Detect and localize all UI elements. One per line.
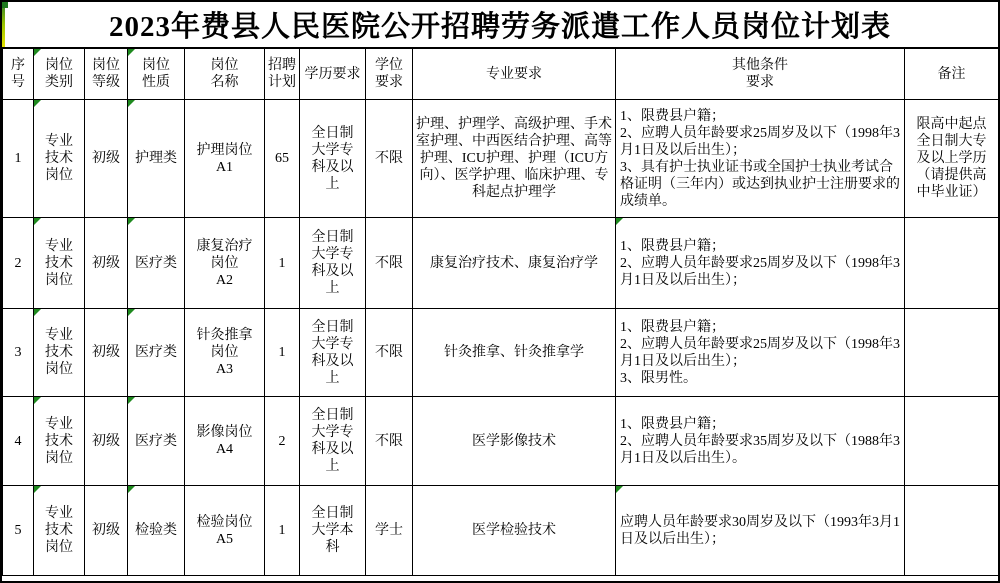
cell-count: 1 [265, 309, 300, 397]
column-header-other-requirements: 其他条件 要求 [616, 49, 905, 100]
cell-category-text: 专业 技术 岗位 [45, 134, 73, 183]
cell-type [128, 486, 185, 576]
page-title: 2023年费县人民医院公开招聘劳务派遣工作人员岗位计划表 [108, 11, 891, 43]
cell-other-requirements-text: 应聘人员年龄要求30周岁及以下（1993年3月1日及以后出生）； [620, 514, 900, 547]
cell-type [128, 218, 185, 309]
cell-other-requirements: 1、限费县户籍； 2、应聘人员年龄要求35周岁及以下（1988年3月1日及以后出生）。 [616, 397, 905, 486]
cell-count: 65 [265, 100, 300, 218]
cell-category-text: 专业 技术 岗位 [45, 416, 73, 466]
comment-indicator-icon [616, 218, 623, 225]
cell-name: 护理岗位 A1 [185, 100, 265, 218]
cell-name: 影像岗位 A4 [185, 397, 265, 486]
edge-artifact [2, 2, 5, 47]
cell-degree: 不限 [366, 309, 413, 397]
cell-type [128, 397, 185, 486]
column-header-level: 岗位 等级 [85, 49, 128, 100]
cell-level: 初级 [85, 486, 128, 576]
column-header-note: 备注 [905, 49, 999, 100]
column-header-serial: 序号 [3, 49, 34, 100]
cell-type-text: 医疗类 [135, 433, 177, 449]
comment-indicator-icon [34, 100, 41, 107]
cell-serial: 1 [3, 100, 34, 218]
cell-other-requirements: 1、限费县户籍； 2、应聘人员年龄要求25周岁及以下（1998年3月1日及以后出生）； 3、具有护士执业证书或全国护士执业考试合格证明（三年内）或达到执业护士注册要求的成绩单。 [616, 100, 905, 218]
job-positions-table [2, 48, 999, 576]
table-row [3, 486, 999, 576]
corner-artifact [2, 2, 8, 8]
cell-other-requirements [616, 486, 905, 576]
cell-level: 初级 [85, 218, 128, 309]
cell-category-text: 专业 技术 岗位 [45, 506, 73, 555]
column-header-name: 岗位 名称 [185, 49, 265, 100]
comment-indicator-icon [128, 218, 135, 225]
cell-category-text: 专业 技术 岗位 [45, 238, 73, 288]
cell-category [34, 218, 85, 309]
cell-category-text: 专业 技术 岗位 [45, 328, 73, 377]
cell-name: 检验岗位 A5 [185, 486, 265, 576]
column-header-category-label: 岗位 类别 [45, 58, 73, 90]
column-header-category [34, 49, 85, 100]
cell-category [34, 100, 85, 218]
cell-education: 全日制 大学专 科及以 上 [300, 218, 366, 309]
table-row [3, 100, 999, 218]
cell-other-requirements [616, 218, 905, 309]
table-row [3, 309, 999, 397]
comment-indicator-icon [34, 309, 41, 316]
cell-degree: 不限 [366, 218, 413, 309]
cell-major: 针灸推拿、针灸推拿学 [413, 309, 616, 397]
cell-serial: 3 [3, 309, 34, 397]
cell-note [905, 218, 999, 309]
cell-education: 全日制 大学专 科及以 上 [300, 309, 366, 397]
cell-type-text: 护理类 [135, 151, 177, 166]
comment-indicator-icon [34, 49, 41, 56]
cell-name: 针灸推拿 岗位 A3 [185, 309, 265, 397]
cell-type [128, 309, 185, 397]
cell-name: 康复治疗 岗位 A2 [185, 218, 265, 309]
title-bar [2, 2, 998, 48]
comment-indicator-icon [34, 218, 41, 225]
cell-type-text: 检验类 [135, 523, 177, 538]
comment-indicator-icon [128, 100, 135, 107]
column-header-education: 学历要求 [300, 49, 366, 100]
comment-indicator-icon [34, 486, 41, 493]
cell-category [34, 309, 85, 397]
cell-level: 初级 [85, 100, 128, 218]
table-row [3, 397, 999, 486]
table-row [3, 218, 999, 309]
cell-count: 1 [265, 218, 300, 309]
comment-indicator-icon [128, 309, 135, 316]
cell-category [34, 397, 85, 486]
cell-education: 全日制 大学专 科及以 上 [300, 397, 366, 486]
cell-serial: 4 [3, 397, 34, 486]
cell-level: 初级 [85, 309, 128, 397]
cell-level: 初级 [85, 397, 128, 486]
cell-degree: 不限 [366, 397, 413, 486]
cell-count: 1 [265, 486, 300, 576]
cell-major: 康复治疗技术、康复治疗学 [413, 218, 616, 309]
cell-other-requirements: 1、限费县户籍； 2、应聘人员年龄要求25周岁及以下（1998年3月1日及以后出生）； 3、限男性。 [616, 309, 905, 397]
header-row [3, 49, 999, 100]
comment-indicator-icon [34, 397, 41, 404]
cell-major: 医学影像技术 [413, 397, 616, 486]
cell-type-text: 医疗类 [135, 255, 177, 271]
cell-note [905, 309, 999, 397]
cell-education: 全日制 大学本 科 [300, 486, 366, 576]
comment-indicator-icon [128, 397, 135, 404]
cell-count: 2 [265, 397, 300, 486]
cell-degree: 学士 [366, 486, 413, 576]
column-header-major: 专业要求 [413, 49, 616, 100]
column-header-type-label: 岗位 性质 [142, 58, 170, 90]
comment-indicator-icon [128, 486, 135, 493]
cell-type-text: 医疗类 [135, 345, 177, 360]
cell-degree: 不限 [366, 100, 413, 218]
comment-indicator-icon [616, 486, 623, 493]
cell-education: 全日制 大学专 科及以 上 [300, 100, 366, 218]
cell-other-requirements-text: 1、限费县户籍； 2、应聘人员年龄要求25周岁及以下（1998年3月1日及以后出生）； [620, 238, 900, 288]
cell-note [905, 397, 999, 486]
cell-note [905, 486, 999, 576]
cell-note: 限高中起点 全日制大专 及以上学历 （请提供高 中毕业证） [905, 100, 999, 218]
column-header-degree: 学位 要求 [366, 49, 413, 100]
column-header-count: 招聘 计划 [265, 49, 300, 100]
cell-serial: 2 [3, 218, 34, 309]
cell-major: 医学检验技术 [413, 486, 616, 576]
cell-type [128, 100, 185, 218]
cell-serial: 5 [3, 486, 34, 576]
column-header-type [128, 49, 185, 100]
comment-indicator-icon [128, 49, 135, 56]
cell-category [34, 486, 85, 576]
cell-major: 护理、护理学、高级护理、手术室护理、中西医结合护理、高等护理、ICU护理、护理（ICU方向）、医学护理、临床护理、专科起点护理学 [413, 100, 616, 218]
